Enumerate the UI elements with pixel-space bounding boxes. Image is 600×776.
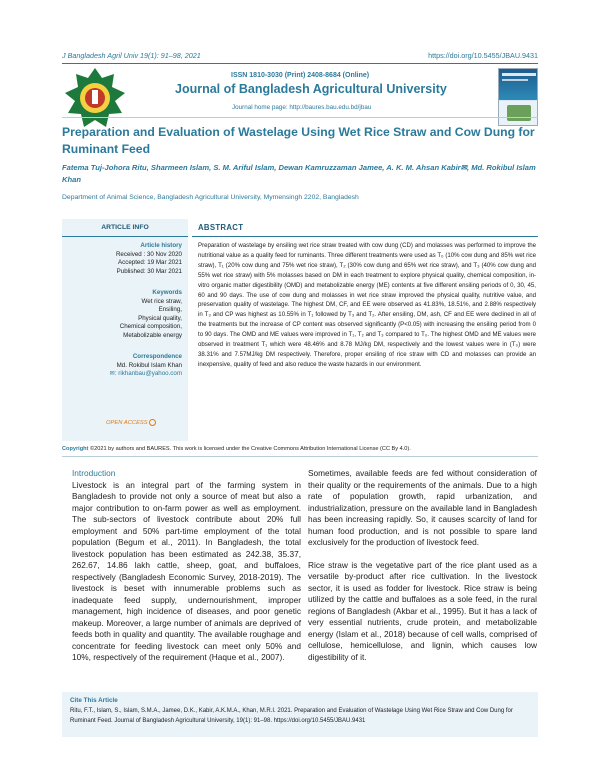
corresponding-email[interactable]: ✉: rikhanbau@yahoo.com bbox=[109, 370, 182, 378]
keyword: Metabolizable energy bbox=[123, 331, 182, 339]
accepted-date: Accepted: 19 Mar 2021 bbox=[118, 259, 182, 267]
affiliation: Department of Animal Science, Bangladesh Agricultural University, Mymensingh 2202, Bangladesh bbox=[62, 194, 359, 201]
open-lock-icon bbox=[149, 419, 156, 426]
issn: ISSN 1810-3030 (Print) 2408-8684 (Online) bbox=[231, 72, 370, 79]
journal-citation-line: J Bangladesh Agril Univ 19(1): 91–98, 2021 bbox=[62, 51, 201, 60]
history-label: Article history bbox=[140, 242, 182, 249]
copyright-label: Copyright bbox=[62, 446, 89, 452]
correspondence-section bbox=[66, 353, 182, 379]
article-info-heading: ARTICLE INFO bbox=[62, 219, 188, 237]
body-paragraph: Livestock is an integral part of the farming system in Bangladesh to provide not only a source of meat but also a major contribution to on-farm power as well as employment. The sub-sectors of livestock contribute about 20% full employment and 50% part-time employment of the total population (Begum et al., 2011). In Bangladesh, the total livestock population has been estimated as 242.38, 35.37, 262.67, 14.86 lakh cattle, sheep, goat, and buffaloes, respectively (Bangladesh Economic Survey, 2018-2019). The livestock is beset with innumerable problems such as inadequate feed supply, undernourishment, improper management, high incidence of diseases, and poor genetic makeup. Moreover, a large number of animals are deprived of feeds both in quality and quantity. The available roughage and concentrate for feeding livestock can meet only 50% and 10%, respectively of the requirement (Haque et al., 2007). bbox=[72, 479, 301, 662]
citation-text: Ritu, F.T., Islam, S., Islam, S.M.A., Jamee, D.K., Kabir, A.K.M.A., Khan, M.R.I. 2021. Preparation and Evaluation of Wastelage Using Wet Rice Straw and Cow Dung for Ruminant Feed. Journal of Bangladesh Agricultural University, 19(1): 91–98. https://doi.org/10.5455/JBAU.9431 bbox=[70, 708, 513, 724]
author-list: Fatema Tuj-Johora Ritu, Sharmeen Islam, S. M. Ariful Islam, Dewan Kamruzzaman Jamee, A. K. M. Ahsan Kabir✉, Md. Rokibul Islam Khan bbox=[62, 163, 536, 184]
keyword: Chemical composition, bbox=[119, 323, 182, 331]
copyright-notice bbox=[62, 446, 538, 452]
copyright-text: ©2021 by authors and BAURES. This work is licensed under the Creative Commons Attribution International License (CC By 4.0). bbox=[89, 446, 411, 452]
abstract-panel bbox=[192, 219, 538, 441]
body-paragraph: Rice straw is the vegetative part of the rice plant used as a versatile by-product after rice cultivation. In the livestock sector, it is used as fodder for livestock. Rice straw is being utilized by the cattle and buffaloes as a sole feed, in the rural regions of Bangladesh (Akbar et al., 1995). But it has a lack of very essential nutrients, crude protein, and metabolizable energy (Islam et al., 2018) because of cell walls, comprised of cellulose, hemicellulose, and lignin, which causes low digestibility of it. bbox=[308, 559, 537, 662]
article-title: Preparation and Evaluation of Wastelage Using Wet Rice Straw and Cow Dung for Ruminant Feed bbox=[62, 125, 535, 156]
abstract-text: Preparation of wastelage by ensiling wet rice straw treated with cow dung (CD) and molasses was performed to improve the nutritional value as a quality feed for ruminants. Three different treatments were used as T₀ (10% cow dung and 85% wet rice straw), T₁ (20% cow dung and 75% wet rice straw), T₂ (30% cow dung and 65% wet rice straw), and T₃ (40% cow dung and 55% wet rice straw) with 5% molasses based on DM in each treatment to explore physical quality, chemical composition, in-vitro organic matter digestibility (OMD) and metabolizable energy (ME) contents at five different ensiling periods of 0, 30, 45, 60 and 90 days. The use of cow dung and molasses in wet rice straw improved the physical quality, nutritive value, and preservation quality of wastelage. The highest DM, CF, and EE were observed as 41.83%, 18.51%, and 2.88% respectively in T₃ and CP was highest as 10.55% in T₁ followed by T₃ and T₂. After ensiling, DM, ash, CF and EE were declined in all of the treatments but the increase of CP content was observed significantly (P<0.05) with increasing the ensiling period from 0 to 90 days. The OMD and ME values were improved in T₁, T₂ and T₃ compared to T₀. The highest OMD and ME values were observed in treatment T₁ which were 48.46% and 8.78 MJ/kg DM, respectively and the lowest values were in (T₀) were 38.31% and 7.57MJ/kg DM respectively. Therefore, proper ensiling of rice straw with CD and molasses can provide an inexpensive, quality of feed and also reduce the waste hazards in our environment. bbox=[198, 242, 536, 368]
abstract-heading: ABSTRACT bbox=[192, 219, 538, 237]
doi-link[interactable]: https://doi.org/10.5455/JBAU.9431 bbox=[428, 51, 538, 60]
divider bbox=[62, 117, 538, 118]
published-date: Published: 30 Mar 2021 bbox=[116, 267, 182, 275]
open-access-badge bbox=[106, 419, 156, 426]
journal-title: Journal of Bangladesh Agricultural University bbox=[175, 82, 447, 96]
keyword: Ensiling, bbox=[158, 306, 182, 314]
open-access-text: OPEN ACCESS bbox=[106, 420, 148, 427]
keyword: Wet rice straw, bbox=[141, 297, 182, 305]
body-column-left bbox=[72, 468, 301, 675]
section-heading-introduction: Introduction bbox=[72, 468, 116, 478]
cite-this-article-box bbox=[62, 692, 538, 737]
corresponding-author: Md. Rokibul Islam Khan bbox=[116, 361, 182, 369]
journal-homepage[interactable]: Journal home page: http://baures.bau.edu.bd/jbau bbox=[232, 104, 372, 111]
divider bbox=[62, 63, 538, 64]
cite-heading: Cite This Article bbox=[70, 697, 118, 704]
body-paragraph: Sometimes, available feeds are fed without consideration of their quality or the requirements of the animals. Due to a high rate of population growth, rapid urbanization, and industrialization, pressure on the available land in Bangladesh has been increasing rapidly. So, it causes scarcity of land for human food production, and is not possible to spare land exclusively for the production of livestock feed. bbox=[308, 468, 537, 547]
correspondence-label: Correspondence bbox=[132, 353, 182, 360]
divider bbox=[62, 456, 538, 457]
keywords-label: Keywords bbox=[152, 289, 182, 296]
article-history bbox=[66, 242, 182, 276]
body-column-right bbox=[308, 468, 537, 674]
received-date: Received : 30 Nov 2020 bbox=[115, 250, 182, 258]
keywords-section bbox=[66, 289, 182, 341]
university-logo bbox=[62, 66, 128, 132]
article-info-panel bbox=[62, 219, 188, 441]
keyword: Physical quality, bbox=[138, 314, 182, 322]
